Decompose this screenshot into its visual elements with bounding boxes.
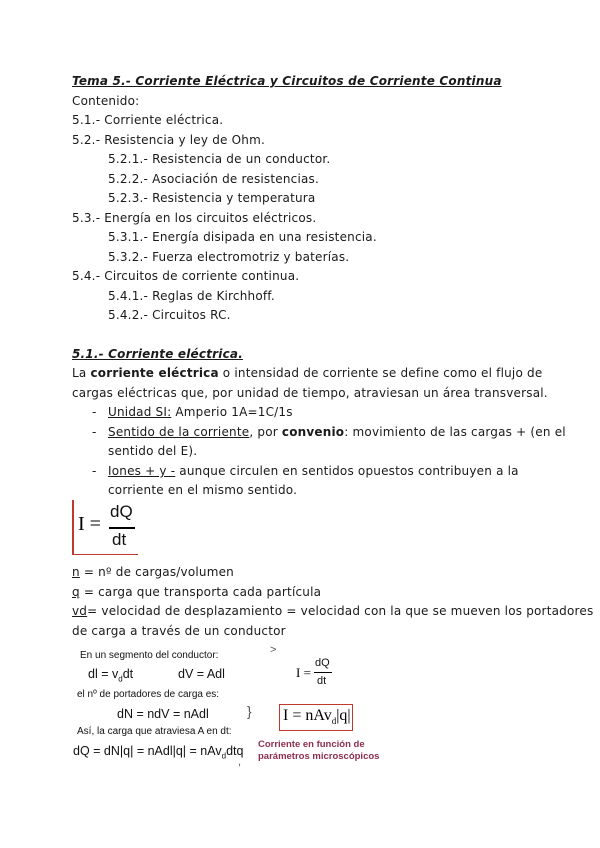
derivation-dq-equation: dQ = dN|q| = nAdl|q| = nAv$_d$dtq <box>73 744 244 761</box>
toc-item: 5.3.- Energía en los circuitos eléctricos. <box>72 211 317 225</box>
paragraph-line: La corriente eléctrica o intensidad de corriente se define como el flujo de <box>72 366 543 380</box>
toc-item: 5.4.1.- Reglas de Kirchhoff. <box>108 289 275 303</box>
caption-line: Corriente en función de <box>258 739 365 750</box>
bullet-item: Iones + y - aunque circulen en sentidos opuestos contribuyen a la <box>108 464 519 478</box>
toc-item: 5.2.3.- Resistencia y temperatura <box>108 191 316 205</box>
boxed-formula-caption <box>258 739 379 763</box>
main-formula-denominator: dt <box>112 530 127 549</box>
bullet-dash: - <box>92 425 97 439</box>
toc-item: 5.3.2.- Fuerza electromotriz y baterías. <box>108 250 350 264</box>
definition-n: n = nº de cargas/volumen <box>72 565 234 579</box>
toc-item: 5.1.- Corriente eléctrica. <box>72 113 224 127</box>
toc-item: 5.2.- Resistencia y ley de Ohm. <box>72 133 265 147</box>
definition-vd-continuation: de carga a través de un conductor <box>72 624 286 638</box>
section-heading: 5.1.- Corriente eléctrica. <box>72 347 243 361</box>
boxed-formula: I = nAv$_d$|q| <box>283 707 351 727</box>
right-formula-fraction-bar <box>314 672 332 673</box>
bullet-dash: - <box>92 464 97 478</box>
derivation-dv-equation: dV = Adl <box>178 667 225 681</box>
toc-item: 5.4.- Circuitos de corriente continua. <box>72 269 300 283</box>
bullet-dash: - <box>92 405 97 419</box>
derivation-dn-equation: dN = ndV = nAdl <box>117 707 209 721</box>
main-formula-fraction-bar <box>109 527 135 529</box>
right-formula-lhs: I = <box>296 665 311 680</box>
toc-item: 5.3.1.- Energía disipada en una resistencia. <box>108 230 377 244</box>
contenido-label: Contenido: <box>72 94 140 108</box>
main-formula-numerator: dQ <box>110 502 133 521</box>
derivation-portadores-label: el nº de portadores de carga es: <box>77 689 220 700</box>
bullet-item: Unidad SI: Amperio 1A=1C/1s <box>108 405 293 419</box>
derivation-dl-equation: dl = $v_ddt$ <box>88 667 134 684</box>
brace-mark: , <box>238 756 242 768</box>
brace-mark: ˃ <box>270 644 277 656</box>
brace-mark: } <box>247 703 252 719</box>
main-formula-lhs: I = <box>78 513 101 535</box>
toc-item: 5.2.2.- Asociación de resistencias. <box>108 172 320 186</box>
document-title: Tema 5.- Corriente Eléctrica y Circuitos de Corriente Continua <box>72 74 502 88</box>
right-formula-numerator: dQ <box>315 657 330 669</box>
right-formula-denominator: dt <box>317 675 327 687</box>
definition-vd: vd= velocidad de desplazamiento = velocidad con la que se mueven los portadores <box>72 604 594 618</box>
toc-item: 5.2.1.- Resistencia de un conductor. <box>108 152 331 166</box>
caption-line: parámetros microscópicos <box>258 751 380 762</box>
definition-q: q = carga que transporta cada partícula <box>72 585 322 599</box>
derivation-asi-label: Así, la carga que atraviesa A en dt: <box>77 726 232 737</box>
paragraph-line: cargas eléctricas que, por unidad de tiempo, atraviesan un área transversal. <box>72 386 548 400</box>
bullet-continuation: sentido del E). <box>108 444 198 458</box>
bullet-continuation: corriente en el mismo sentido. <box>108 483 298 497</box>
toc-item: 5.4.2.- Circuitos RC. <box>108 308 231 322</box>
derivation-segment-label: En un segmento del conductor: <box>80 650 219 661</box>
bullet-item: Sentido de la corriente, por convenio: movimiento de las cargas + (en el <box>108 425 566 439</box>
